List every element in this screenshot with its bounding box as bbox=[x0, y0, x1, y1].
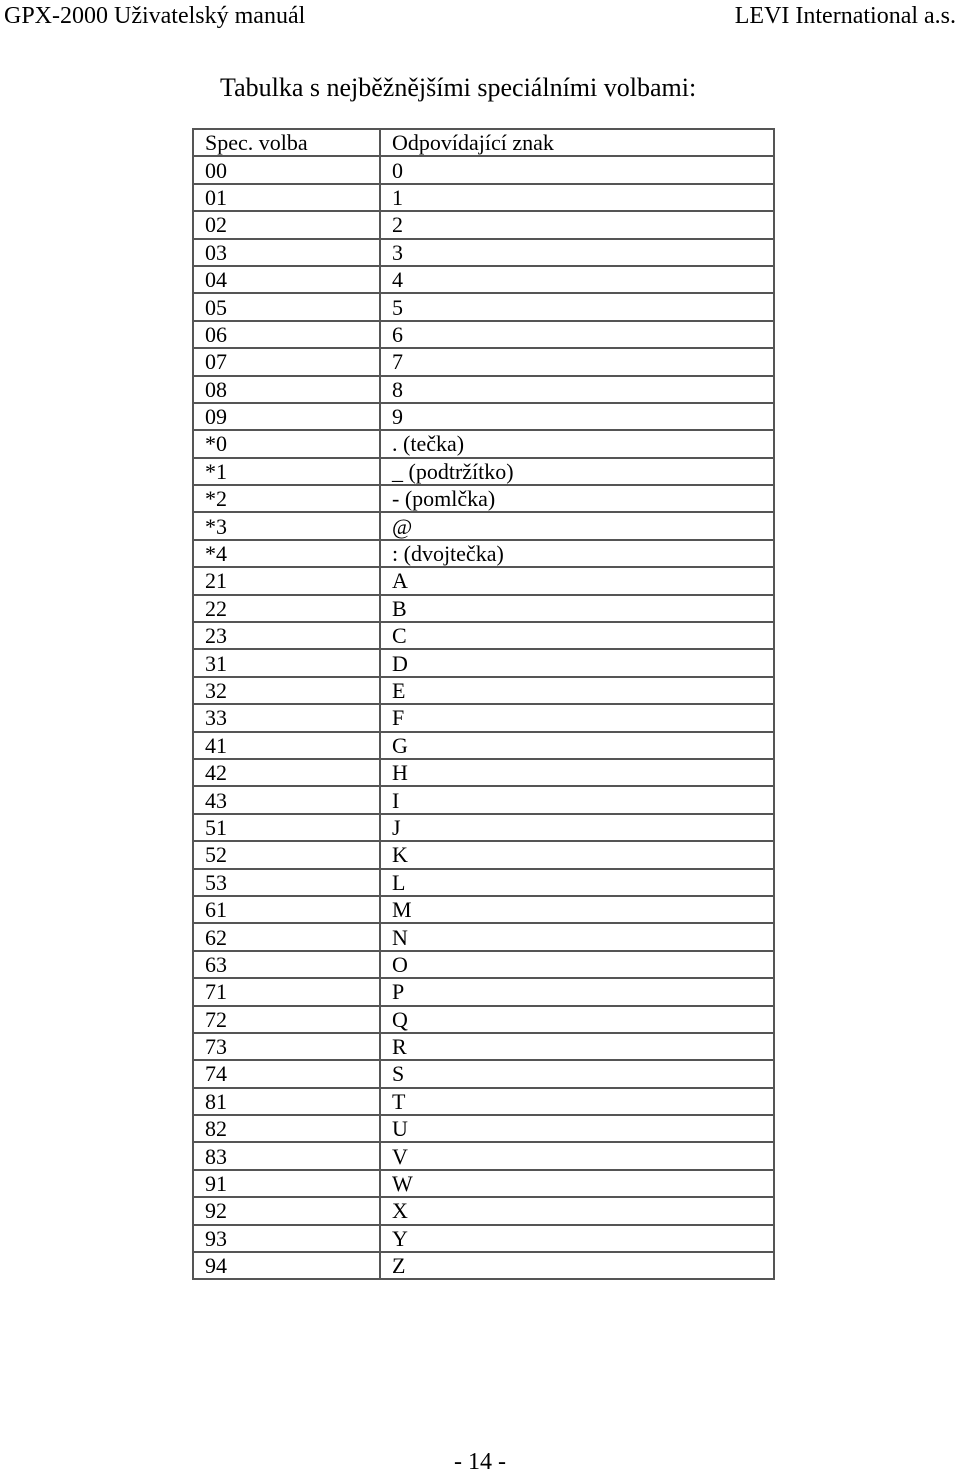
spec-option-code-cell: 61 bbox=[193, 896, 380, 923]
spec-option-code-cell: *3 bbox=[193, 512, 380, 539]
spec-option-code-cell: *4 bbox=[193, 540, 380, 567]
table-row bbox=[193, 1197, 774, 1224]
table-row bbox=[193, 403, 774, 430]
character-cell: - (pomlčka) bbox=[380, 485, 774, 512]
table-row bbox=[193, 923, 774, 950]
character-cell: N bbox=[380, 923, 774, 950]
spec-option-code-cell: 82 bbox=[193, 1115, 380, 1142]
spec-option-code-cell: 23 bbox=[193, 622, 380, 649]
character-cell: P bbox=[380, 978, 774, 1005]
spec-option-code-cell: 04 bbox=[193, 266, 380, 293]
spec-option-code-cell: 42 bbox=[193, 759, 380, 786]
table-row bbox=[193, 1060, 774, 1087]
character-cell: 1 bbox=[380, 184, 774, 211]
spec-option-code-cell: 63 bbox=[193, 951, 380, 978]
character-cell: . (tečka) bbox=[380, 430, 774, 457]
table-row bbox=[193, 211, 774, 238]
table-row bbox=[193, 978, 774, 1005]
character-cell: 6 bbox=[380, 321, 774, 348]
table-row bbox=[193, 1170, 774, 1197]
character-cell: _ (podtržítko) bbox=[380, 458, 774, 485]
spec-option-code-cell: 51 bbox=[193, 814, 380, 841]
spec-option-code-cell: 07 bbox=[193, 348, 380, 375]
character-cell: 7 bbox=[380, 348, 774, 375]
table-row bbox=[193, 156, 774, 183]
character-cell: @ bbox=[380, 512, 774, 539]
character-cell: X bbox=[380, 1197, 774, 1224]
table-row bbox=[193, 184, 774, 211]
running-header-title: GPX-2000 Uživatelský manuál bbox=[4, 3, 306, 29]
character-cell: L bbox=[380, 869, 774, 896]
table-row bbox=[193, 430, 774, 457]
table-row bbox=[193, 1006, 774, 1033]
table-header-row bbox=[193, 129, 774, 156]
page-number: - 14 - bbox=[454, 1449, 506, 1475]
spec-option-code-cell: *2 bbox=[193, 485, 380, 512]
character-cell: U bbox=[380, 1115, 774, 1142]
table-body bbox=[193, 129, 774, 1279]
spec-option-code-cell: 05 bbox=[193, 293, 380, 320]
spec-option-code-cell: 43 bbox=[193, 786, 380, 813]
table-row bbox=[193, 759, 774, 786]
table-row bbox=[193, 595, 774, 622]
character-cell: 5 bbox=[380, 293, 774, 320]
spec-option-code-cell: 31 bbox=[193, 649, 380, 676]
table-row bbox=[193, 1115, 774, 1142]
running-header-company: LEVI International a.s. bbox=[734, 3, 956, 29]
table-caption: Tabulka s nejběžnějšími speciálními volbami: bbox=[220, 73, 697, 102]
character-cell: R bbox=[380, 1033, 774, 1060]
spec-option-code-cell: 32 bbox=[193, 677, 380, 704]
spec-option-code-cell: 03 bbox=[193, 239, 380, 266]
spec-option-code-cell: 91 bbox=[193, 1170, 380, 1197]
spec-option-code-cell: 53 bbox=[193, 869, 380, 896]
table-row bbox=[193, 376, 774, 403]
character-cell: 0 bbox=[380, 156, 774, 183]
spec-option-code-cell: 72 bbox=[193, 1006, 380, 1033]
column-header-spec-option: Spec. volba bbox=[193, 129, 380, 156]
table-row bbox=[193, 1142, 774, 1169]
spec-option-code-cell: 81 bbox=[193, 1088, 380, 1115]
spec-option-code-cell: 52 bbox=[193, 841, 380, 868]
table-row bbox=[193, 786, 774, 813]
table-row bbox=[193, 512, 774, 539]
spec-option-code-cell: 92 bbox=[193, 1197, 380, 1224]
special-options-table bbox=[192, 128, 775, 1280]
table-row bbox=[193, 1252, 774, 1279]
spec-option-code-cell: 08 bbox=[193, 376, 380, 403]
character-cell: O bbox=[380, 951, 774, 978]
character-cell: 3 bbox=[380, 239, 774, 266]
table-row bbox=[193, 1225, 774, 1252]
spec-option-code-cell: 02 bbox=[193, 211, 380, 238]
table-row bbox=[193, 348, 774, 375]
table-row bbox=[193, 458, 774, 485]
character-cell: V bbox=[380, 1142, 774, 1169]
character-cell: C bbox=[380, 622, 774, 649]
character-cell: E bbox=[380, 677, 774, 704]
spec-option-code-cell: 62 bbox=[193, 923, 380, 950]
special-options-table-container bbox=[192, 128, 775, 1280]
table-row bbox=[193, 540, 774, 567]
spec-option-code-cell: 21 bbox=[193, 567, 380, 594]
table-row bbox=[193, 293, 774, 320]
character-cell: H bbox=[380, 759, 774, 786]
character-cell: K bbox=[380, 841, 774, 868]
table-row bbox=[193, 567, 774, 594]
spec-option-code-cell: *1 bbox=[193, 458, 380, 485]
spec-option-code-cell: 01 bbox=[193, 184, 380, 211]
character-cell: Q bbox=[380, 1006, 774, 1033]
spec-option-code-cell: 94 bbox=[193, 1252, 380, 1279]
table-row bbox=[193, 321, 774, 348]
table-row bbox=[193, 951, 774, 978]
table-row bbox=[193, 1088, 774, 1115]
character-cell: : (dvojtečka) bbox=[380, 540, 774, 567]
character-cell: J bbox=[380, 814, 774, 841]
table-row bbox=[193, 677, 774, 704]
spec-option-code-cell: 71 bbox=[193, 978, 380, 1005]
spec-option-code-cell: 73 bbox=[193, 1033, 380, 1060]
spec-option-code-cell: 22 bbox=[193, 595, 380, 622]
character-cell: 2 bbox=[380, 211, 774, 238]
spec-option-code-cell: 74 bbox=[193, 1060, 380, 1087]
table-row bbox=[193, 732, 774, 759]
character-cell: A bbox=[380, 567, 774, 594]
character-cell: W bbox=[380, 1170, 774, 1197]
character-cell: 4 bbox=[380, 266, 774, 293]
table-row bbox=[193, 896, 774, 923]
table-row bbox=[193, 704, 774, 731]
character-cell: Y bbox=[380, 1225, 774, 1252]
character-cell: 9 bbox=[380, 403, 774, 430]
table-row bbox=[193, 814, 774, 841]
table-row bbox=[193, 485, 774, 512]
spec-option-code-cell: 83 bbox=[193, 1142, 380, 1169]
column-header-character: Odpovídající znak bbox=[380, 129, 774, 156]
spec-option-code-cell: 00 bbox=[193, 156, 380, 183]
spec-option-code-cell: 41 bbox=[193, 732, 380, 759]
character-cell: 8 bbox=[380, 376, 774, 403]
table-row bbox=[193, 622, 774, 649]
table-row bbox=[193, 649, 774, 676]
character-cell: S bbox=[380, 1060, 774, 1087]
spec-option-code-cell: 93 bbox=[193, 1225, 380, 1252]
table-row bbox=[193, 841, 774, 868]
character-cell: I bbox=[380, 786, 774, 813]
character-cell: Z bbox=[380, 1252, 774, 1279]
character-cell: G bbox=[380, 732, 774, 759]
table-row bbox=[193, 1033, 774, 1060]
character-cell: T bbox=[380, 1088, 774, 1115]
spec-option-code-cell: 33 bbox=[193, 704, 380, 731]
character-cell: M bbox=[380, 896, 774, 923]
table-row bbox=[193, 239, 774, 266]
table-row bbox=[193, 869, 774, 896]
spec-option-code-cell: *0 bbox=[193, 430, 380, 457]
character-cell: B bbox=[380, 595, 774, 622]
spec-option-code-cell: 09 bbox=[193, 403, 380, 430]
character-cell: D bbox=[380, 649, 774, 676]
spec-option-code-cell: 06 bbox=[193, 321, 380, 348]
character-cell: F bbox=[380, 704, 774, 731]
table-row bbox=[193, 266, 774, 293]
